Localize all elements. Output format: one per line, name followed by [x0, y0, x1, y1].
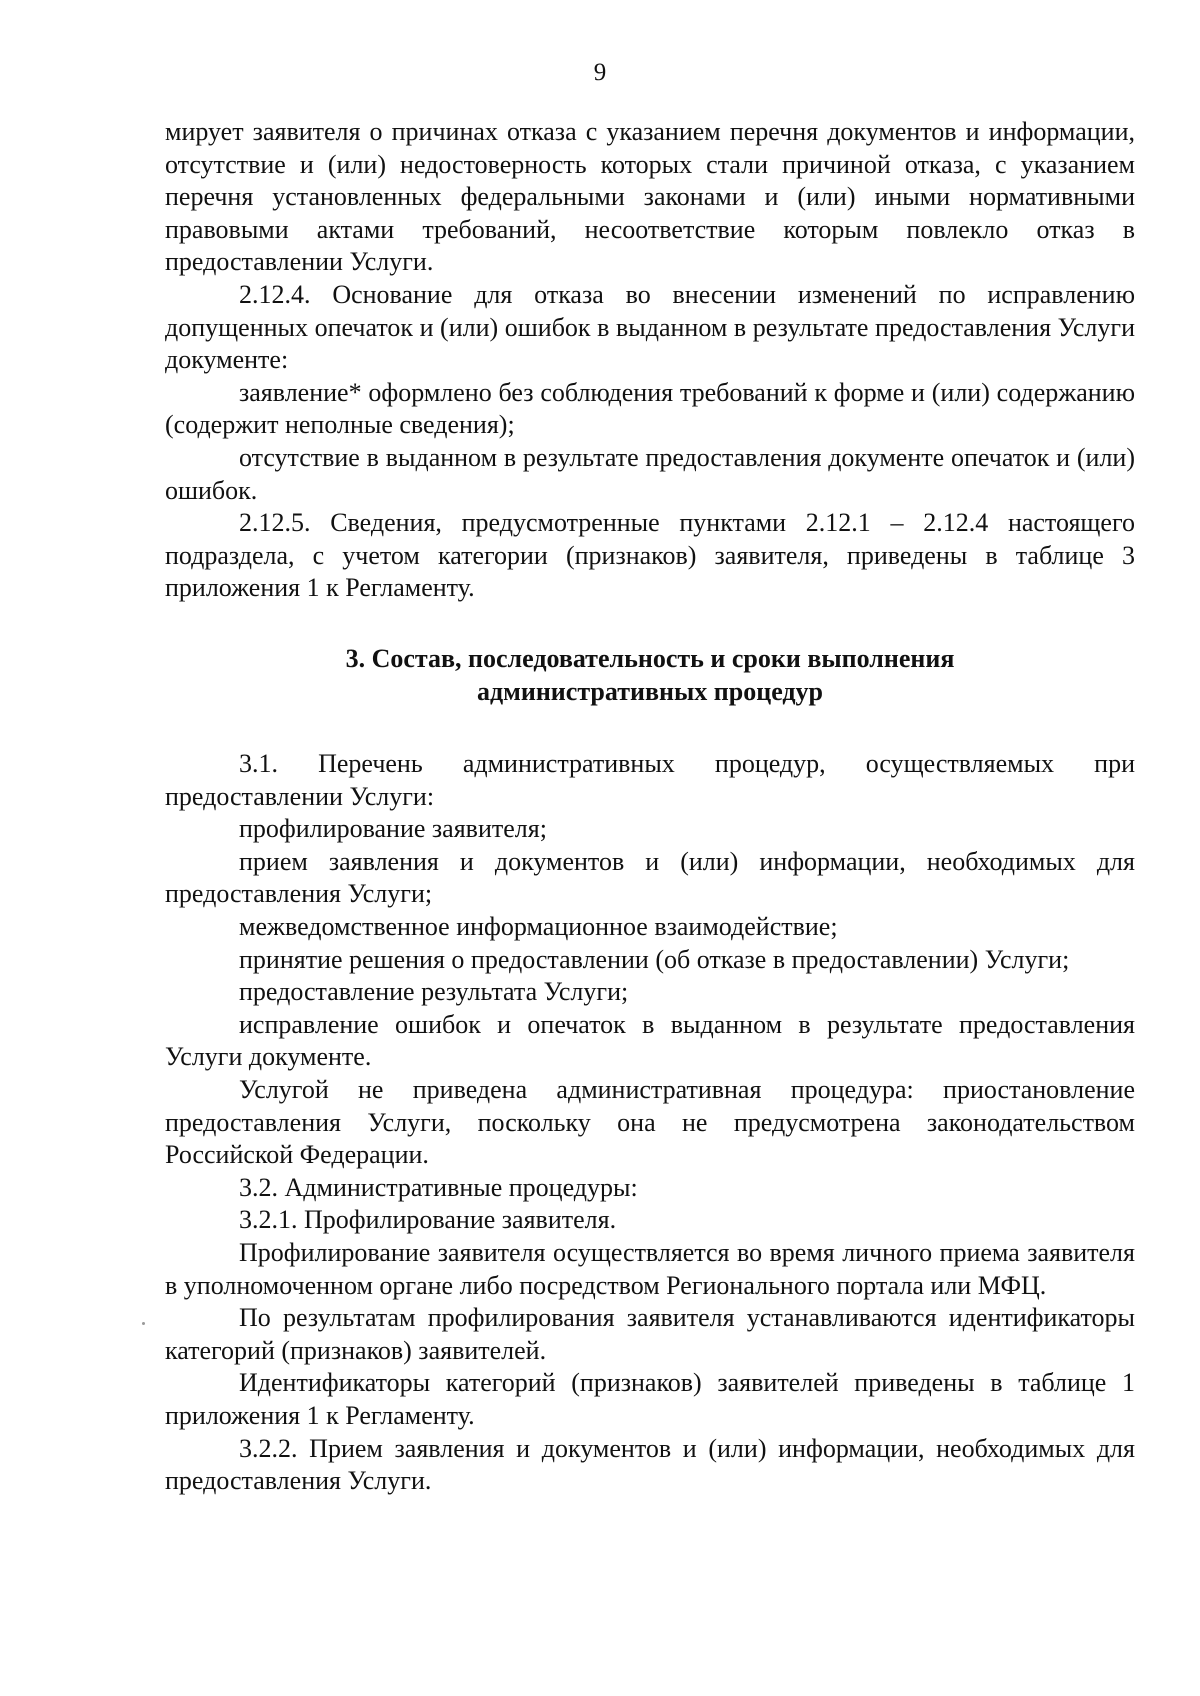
paragraph-ground-application-form: заявление* оформлено без соблюдения требований к форме и (или) содержанию (содержит неполные сведения);	[165, 377, 1135, 440]
paragraph-clause-3-2-1: 3.2.1. Профилирование заявителя.	[239, 1205, 617, 1235]
section-heading-line-2: административных процедур	[476, 676, 824, 706]
section-heading	[165, 643, 1135, 708]
section-heading-line-1: 3. Состав, последовательность и сроки выполнения	[345, 643, 955, 673]
paragraph-suspension-note: Услугой не приведена административная процедура: приостановление предоставления Услуги, поскольку она не предусмотрена законодательством Российской Федерации.	[165, 1075, 1135, 1170]
document-body	[165, 116, 1135, 1498]
paragraph-continuation: мирует заявителя о причинах отказа с указанием перечня документов и информации, отсутствие и (или) недостоверность которых стали причиной отказа, с указанием перечня установленных федеральными законами и (или) иными нормативными правовыми актами требований, несоответствие которым повлекло отказ в предоставлении Услуги.	[165, 117, 1135, 277]
paragraph-ground-no-errors: отсутствие в выданном в результате предоставления документе опечаток и (или) ошибок.	[165, 442, 1135, 505]
paragraph-clause-3-2: 3.2. Административные процедуры:	[239, 1172, 638, 1202]
page-number: 9	[593, 59, 607, 86]
paragraph-profiling-identifiers: По результатам профилирования заявителя устанавливаются идентификаторы категорий (признаков) заявителей.	[165, 1303, 1135, 1365]
paragraph-clause-3-1: 3.1. Перечень административных процедур, осуществляемых при предоставлении Услуги:	[165, 749, 1135, 811]
paragraph-clause-2-12-4: 2.12.4. Основание для отказа во внесении изменений по исправлению допущенных опечаток и (или) ошибок в выданном в результате предоставления Услуги документе:	[165, 279, 1135, 375]
list-item-interagency: межведомственное информационное взаимодействие;	[239, 912, 838, 942]
paragraph-clause-2-12-5: 2.12.5. Сведения, предусмотренные пунктами 2.12.1 – 2.12.4 настоящего подраздела, с учетом категории (признаков) заявителя, приведены в таблице 3 приложения 1 к Регламенту.	[165, 508, 1135, 603]
list-item-corrections: исправление ошибок и опечаток в выданном в результате предоставления Услуги документе.	[165, 1009, 1135, 1072]
list-item-profiling: профилирование заявителя;	[239, 814, 547, 844]
list-item-result: предоставление результата Услуги;	[239, 977, 629, 1007]
paragraph-clause-3-2-2: 3.2.2. Прием заявления и документов и (или) информации, необходимых для предоставления Услуги.	[165, 1433, 1135, 1496]
list-item-decision: принятие решения о предоставлении (об отказе в предоставлении) Услуги;	[239, 944, 1070, 974]
margin-mark	[142, 1322, 145, 1325]
paragraph-identifiers-table: Идентификаторы категорий (признаков) заявителей приведены в таблице 1 приложения 1 к Регламенту.	[165, 1368, 1135, 1430]
paragraph-profiling-description: Профилирование заявителя осуществляется во время личного приема заявителя в уполномоченном органе либо посредством Регионального портала или МФЦ.	[165, 1238, 1135, 1300]
list-item-reception: прием заявления и документов и (или) информации, необходимых для предоставления Услуги;	[165, 846, 1135, 909]
